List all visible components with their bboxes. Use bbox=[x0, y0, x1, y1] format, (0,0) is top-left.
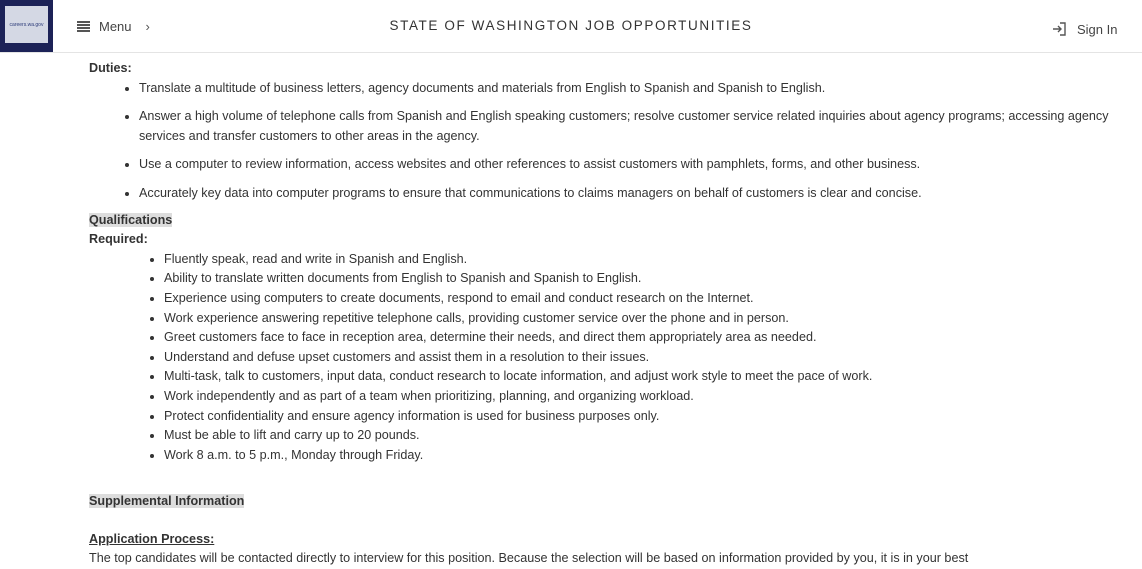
list-item: • Ability to translate written documents from English to Spanish and Spanish to English. bbox=[164, 269, 1129, 289]
menu-label: Menu bbox=[99, 19, 132, 34]
list-item: • Greet customers face to face in reception area, determine their needs, and direct them appropriately area as needed. bbox=[164, 328, 1129, 348]
qualifications-heading: Qualifications bbox=[89, 212, 173, 227]
logo-image: careers.wa.gov bbox=[5, 6, 48, 43]
list-item: • Work experience answering repetitive telephone calls, providing customer service over the phone and in person. bbox=[164, 309, 1129, 329]
supplemental-heading: Supplemental Information bbox=[89, 494, 245, 509]
list-item: • Accurately key data into computer programs to ensure that communications to claims managers on behalf of customers is clear and concise. bbox=[139, 184, 1129, 204]
chevron-right-icon: › bbox=[145, 19, 150, 34]
list-item: • Work 8 a.m. to 5 p.m., Monday through Friday. bbox=[164, 446, 1129, 466]
list-item: • Experience using computers to create documents, respond to email and conduct research on the Internet. bbox=[164, 289, 1129, 309]
list-item: • Work independently and as part of a team when prioritizing, planning, and organizing workload. bbox=[164, 387, 1129, 407]
page-title: STATE OF WASHINGTON JOB OPPORTUNITIES bbox=[389, 18, 753, 33]
list-item: • Use a computer to review information, access websites and other references to assist customers with pamphlets, forms, and other business. bbox=[139, 155, 1129, 175]
application-process-heading: Application Process: bbox=[89, 531, 215, 546]
list-item: • Translate a multitude of business letters, agency documents and materials from English to Spanish and Spanish to English. bbox=[139, 79, 1129, 99]
job-description bbox=[89, 59, 1129, 569]
application-process-text: The top candidates will be contacted directly to interview for this position. Because the selection will be based on information provided by you, it is in your best bbox=[89, 551, 969, 566]
list-item: • Fluently speak, read and write in Spanish and English. bbox=[164, 250, 1129, 270]
sign-in-label: Sign In bbox=[1077, 21, 1118, 37]
list-item: • Answer a high volume of telephone calls from Spanish and English speaking customers; resolve customer service related inquiries about agency programs; accessing agency services and transfer customers to other areas in the agency. bbox=[139, 107, 1129, 146]
sign-in-button[interactable] bbox=[1051, 21, 1117, 37]
list-item: • Protect confidentiality and ensure agency information is used for business purposes only. bbox=[164, 407, 1129, 427]
list-item: • Must be able to lift and carry up to 20 pounds. bbox=[164, 426, 1129, 446]
list-item: • Understand and defuse upset customers and assist them in a resolution to their issues. bbox=[164, 348, 1129, 368]
duties-heading: Duties: bbox=[89, 61, 132, 75]
top-header bbox=[0, 0, 1142, 53]
sign-in-icon bbox=[1051, 21, 1067, 37]
required-list bbox=[164, 250, 1129, 466]
required-label: Required: bbox=[89, 232, 148, 247]
duties-list bbox=[139, 79, 1129, 204]
list-item: • Multi-task, talk to customers, input data, conduct research to locate information, and adjust work style to meet the pace of work. bbox=[164, 367, 1129, 387]
